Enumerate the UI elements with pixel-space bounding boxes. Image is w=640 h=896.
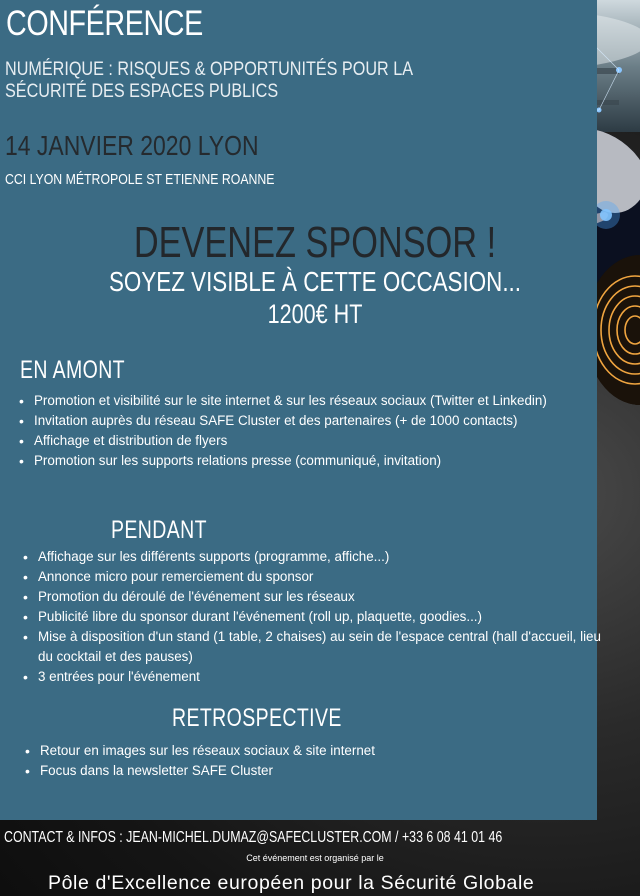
section-title-amont: EN AMONT bbox=[20, 356, 125, 384]
conference-title: CONFÉRENCE bbox=[6, 4, 203, 43]
section-title-pendant: PENDANT bbox=[111, 516, 207, 544]
list-retrospective bbox=[20, 741, 600, 781]
list-item: • Affichage sur les différents supports (programme, affiche...) bbox=[38, 547, 612, 567]
organizer-name: Pôle d'Excellence européen pour la Sécurité Globale bbox=[48, 872, 535, 894]
list-item: • Retour en images sur les réseaux sociaux & site internet bbox=[40, 741, 600, 761]
sponsor-headline: DEVENEZ SPONSOR ! bbox=[133, 218, 497, 267]
list-amont bbox=[14, 391, 594, 471]
sponsor-price: 1200€ HT bbox=[267, 299, 363, 329]
list-item: • Promotion et visibilité sur le site internet & sur les réseaux sociaux (Twitter et Linkedin) bbox=[34, 391, 594, 411]
list-item: • Annonce micro pour remerciement du sponsor bbox=[38, 567, 612, 587]
list-item: • Promotion du déroulé de l'événement sur les réseaux bbox=[38, 587, 612, 607]
contact-info: CONTACT & INFOS : JEAN-MICHEL.DUMAZ@SAFECLUSTER.COM / +33 6 08 41 01 46 bbox=[4, 829, 503, 846]
list-item: • Affichage et distribution de flyers bbox=[34, 431, 594, 451]
list-item: • Promotion sur les supports relations presse (communiqué, invitation) bbox=[34, 451, 594, 471]
list-item: • Focus dans la newsletter SAFE Cluster bbox=[40, 761, 600, 781]
list-item: • Publicité libre du sponsor durant l'événement (roll up, plaquette, goodies...) bbox=[38, 607, 612, 627]
sponsor-tagline: SOYEZ VISIBLE À CETTE OCCASION... bbox=[108, 266, 522, 297]
event-date: 14 JANVIER 2020 LYON bbox=[5, 130, 259, 161]
list-item: • Mise à disposition d'un stand (1 table, 2 chaises) au sein de l'espace central (hall d'accueil, lieu du cocktail et des pauses) bbox=[38, 627, 612, 667]
event-venue: CCI LYON MÉTROPOLE ST ETIENNE ROANNE bbox=[5, 171, 275, 188]
organizer-note: Cet événement est organisé par le bbox=[246, 853, 384, 863]
list-item: • Invitation auprès du réseau SAFE Cluster et des partenaires (+ de 1000 contacts) bbox=[34, 411, 594, 431]
conference-subtitle: NUMÉRIQUE : RISQUES & OPPORTUNITÉS POUR LA SÉCURITÉ DES ESPACES PUBLICS bbox=[5, 58, 413, 102]
section-title-retrospective: RETROSPECTIVE bbox=[172, 704, 342, 732]
list-item: • 3 entrées pour l'événement bbox=[38, 667, 612, 687]
list-pendant bbox=[18, 547, 612, 687]
